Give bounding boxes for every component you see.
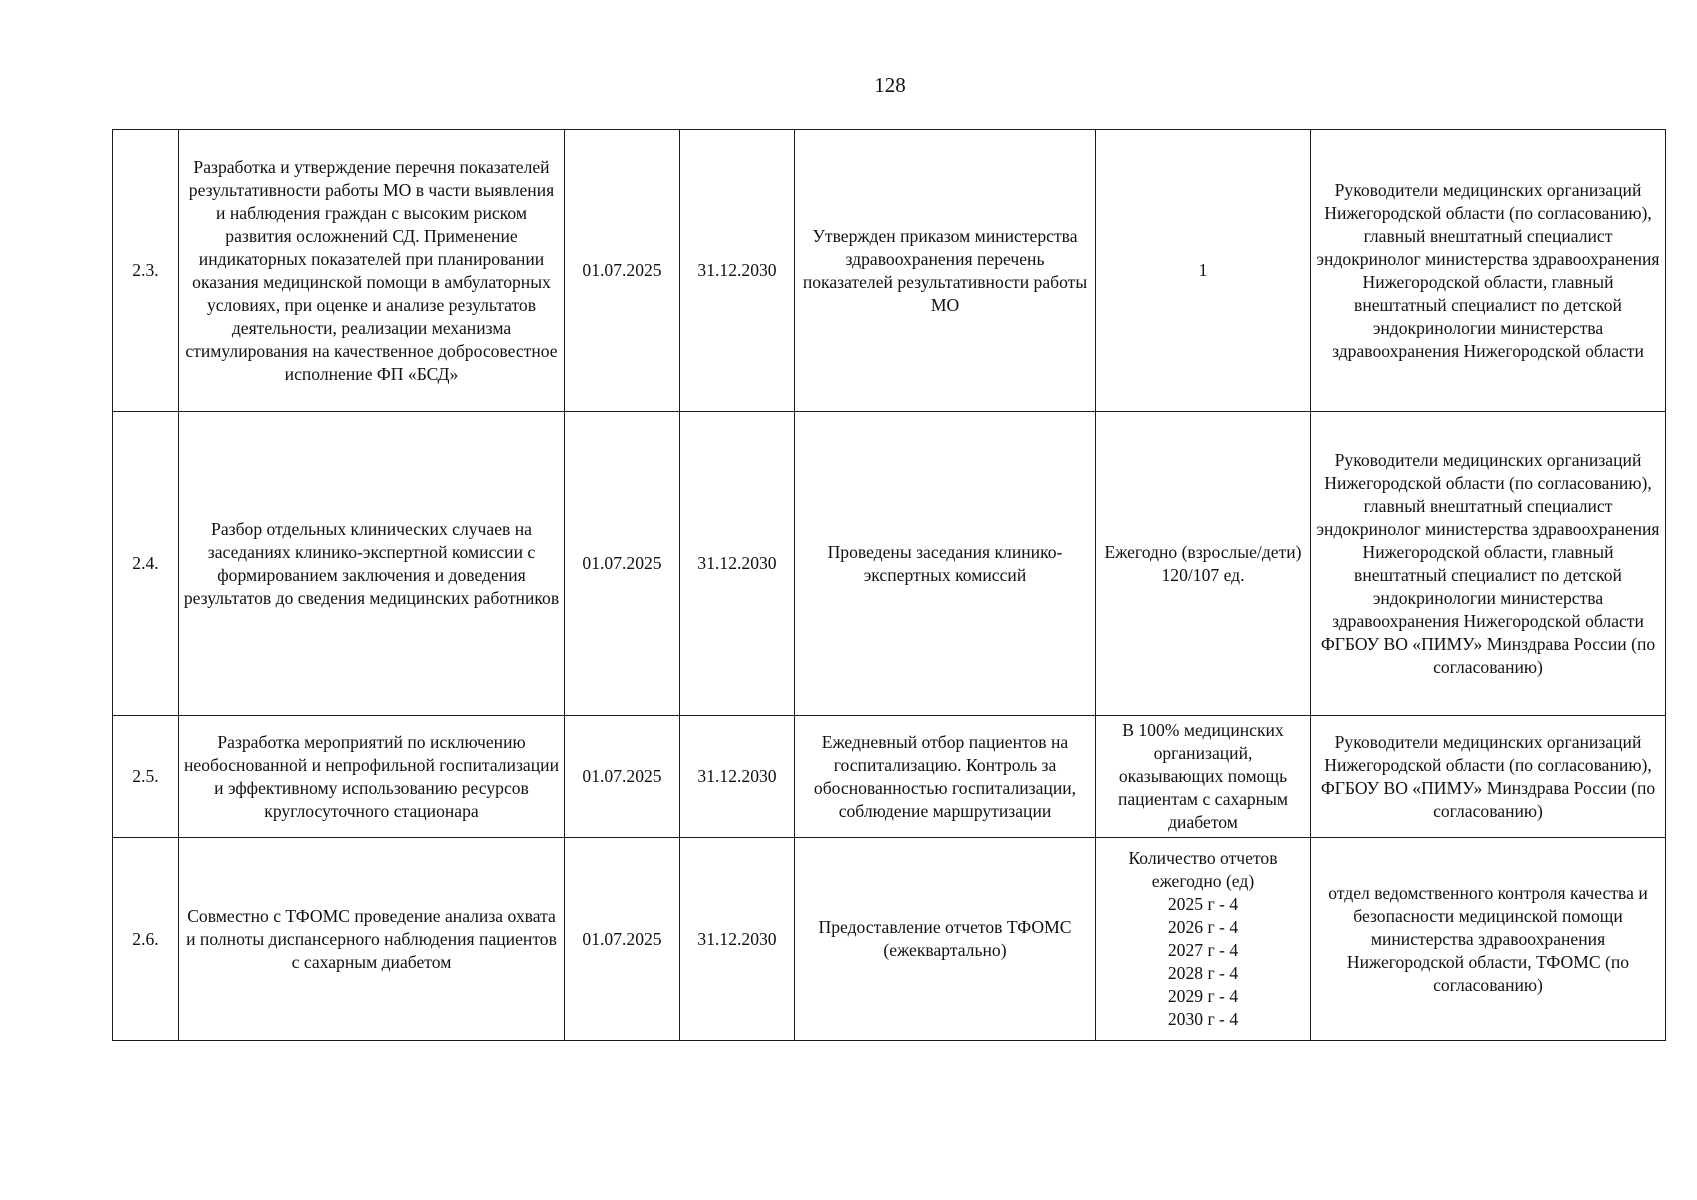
table-row <box>113 130 1666 412</box>
indicator: В 100% медицинских организаций, оказывающих помощь пациентам с сахарным диабетом <box>1096 716 1311 838</box>
table-row <box>113 838 1666 1041</box>
activity-name: Совместно с ТФОМС проведение анализа охвата и полноты диспансерного наблюдения пациентов с сахарным диабетом <box>179 838 565 1041</box>
row-number: 2.3. <box>113 130 179 412</box>
end-date: 31.12.2030 <box>680 130 795 412</box>
expected-result: Ежедневный отбор пациентов на госпитализацию. Контроль за обоснованностью госпитализации, соблюдение маршрутизации <box>795 716 1096 838</box>
table-row <box>113 716 1666 838</box>
indicator-year: 2025 г - 4 <box>1167 894 1239 914</box>
indicator-year: 2026 г - 4 <box>1167 917 1239 937</box>
responsible-extra: ФГБОУ ВО «ПИМУ» Минздрава России (по согласованию) <box>1320 633 1656 677</box>
responsible: Руководители медицинских организаций Нижегородской области (по согласованию), главный внештатный специалист эндокринолог министерства здравоохранения Нижегородской области, главный внештатный специалист по детской эндокринологии министерства здравоохранения Нижегородской области <box>1316 449 1660 631</box>
indicator-title: Количество отчетов ежегодно (ед) <box>1128 848 1278 891</box>
indicator-year: 2030 г - 4 <box>1167 1009 1239 1029</box>
responsible: Руководители медицинских организаций Нижегородской области (по согласованию), ФГБОУ ВО «ПИМУ» Минздрава России (по согласованию) <box>1311 716 1666 838</box>
responsible-cell <box>1311 412 1666 716</box>
indicator-cell <box>1096 838 1311 1041</box>
row-number: 2.5. <box>113 716 179 838</box>
table-row <box>113 412 1666 716</box>
start-date: 01.07.2025 <box>565 412 680 716</box>
indicator: 1 <box>1096 130 1311 412</box>
start-date: 01.07.2025 <box>565 838 680 1041</box>
row-number: 2.4. <box>113 412 179 716</box>
indicator-year: 2027 г - 4 <box>1167 940 1239 960</box>
page-number: 128 <box>874 73 906 97</box>
activity-name: Разработка и утверждение перечня показателей результативности работы МО в части выявления и наблюдения граждан с высоким риском развития осложнений СД. Применение индикаторных показателей при планировании оказания медицинской помощи в амбулаторных условиях, при оценке и анализе результатов деятельности, реализации механизма стимулирования на качественное добросовестное исполнение ФП «БСД» <box>179 130 565 412</box>
end-date: 31.12.2030 <box>680 838 795 1041</box>
activity-name: Разбор отдельных клинических случаев на заседаниях клинико-экспертной комиссии с формированием заключения и доведения результатов до сведения медицинских работников <box>179 412 565 716</box>
responsible: Руководители медицинских организаций Нижегородской области (по согласованию), главный внештатный специалист эндокринолог министерства здравоохранения Нижегородской области, главный внештатный специалист по детской эндокринологии министерства здравоохранения Нижегородской области <box>1311 130 1666 412</box>
activities-table <box>112 129 1666 1041</box>
start-date: 01.07.2025 <box>565 130 680 412</box>
expected-result: Предоставление отчетов ТФОМС (ежеквартально) <box>795 838 1096 1041</box>
expected-result: Утвержден приказом министерства здравоохранения перечень показателей результативности работы МО <box>795 130 1096 412</box>
indicator: Ежегодно (взрослые/дети) 120/107 ед. <box>1096 412 1311 716</box>
responsible: отдел ведомственного контроля качества и безопасности медицинской помощи министерства здравоохранения Нижегородской области, ТФОМС (по согласованию) <box>1311 838 1666 1041</box>
row-number: 2.6. <box>113 838 179 1041</box>
expected-result: Проведены заседания клинико-экспертных комиссий <box>795 412 1096 716</box>
indicator-year: 2028 г - 4 <box>1167 963 1239 983</box>
activity-name: Разработка мероприятий по исключению необоснованной и непрофильной госпитализации и эффективному использованию ресурсов круглосуточного стационара <box>179 716 565 838</box>
start-date: 01.07.2025 <box>565 716 680 838</box>
end-date: 31.12.2030 <box>680 412 795 716</box>
end-date: 31.12.2030 <box>680 716 795 838</box>
indicator-year: 2029 г - 4 <box>1167 986 1239 1006</box>
